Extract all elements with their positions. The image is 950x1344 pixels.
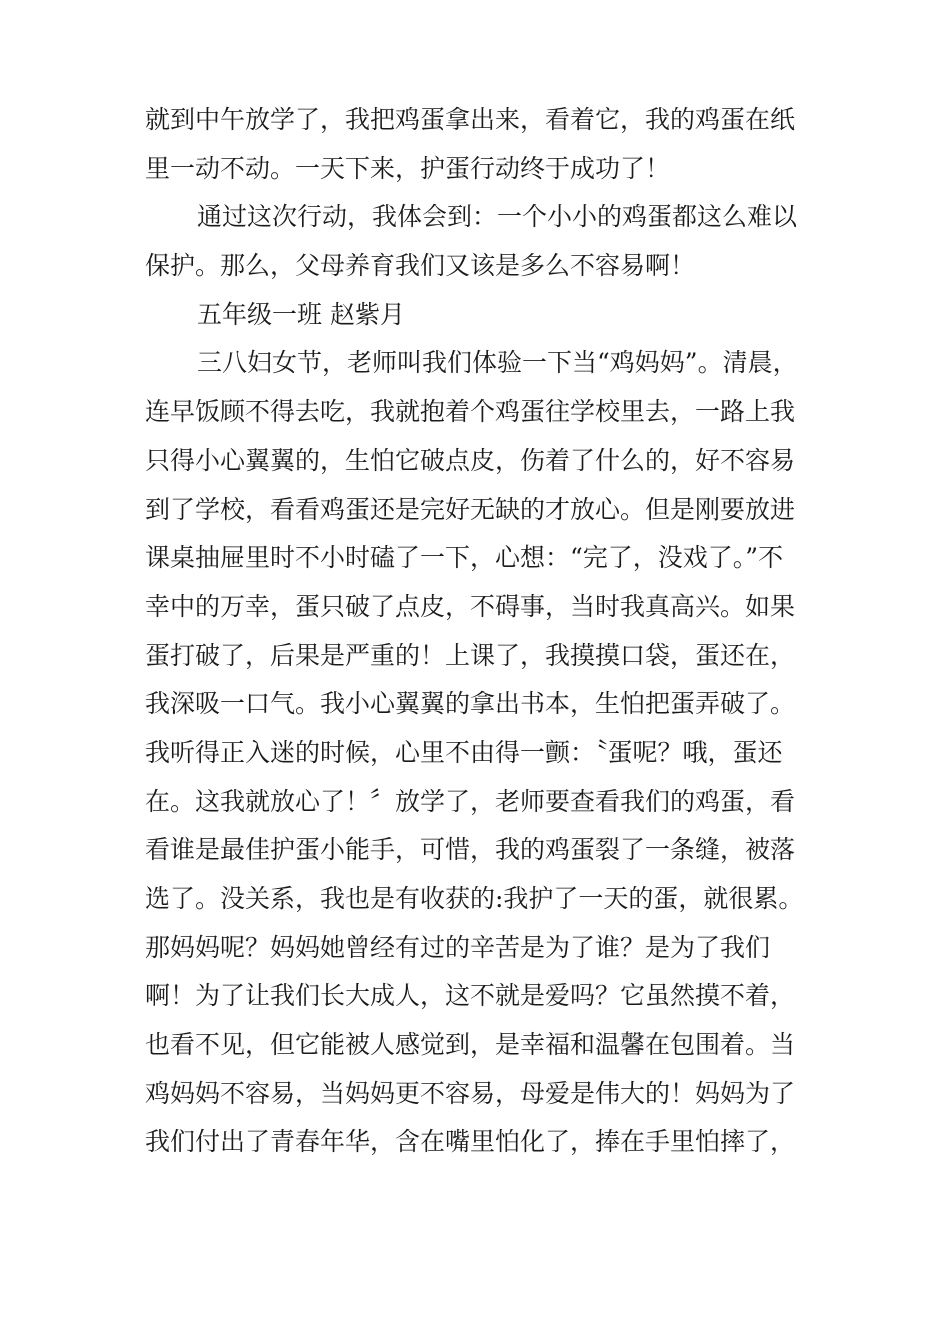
- text-line: 鸡妈妈不容易，当妈妈更不容易，母爱是伟大的！妈妈为了: [145, 1078, 796, 1108]
- text-line: 我深吸一口气。我小心翼翼的拿出书本，生怕把蛋弄破了。: [145, 689, 796, 719]
- text-line: 蛋打破了，后果是严重的！上课了，我摸摸口袋，蛋还在，: [145, 640, 796, 670]
- text-line: 通过这次行动，我体会到：一个小小的鸡蛋都这么难以: [197, 202, 798, 232]
- document-body: [145, 96, 815, 1167]
- text-line: 三八妇女节，老师叫我们体验一下当“鸡妈妈”。清晨，: [197, 348, 798, 378]
- text-line: 连早饭顾不得去吃，我就抱着个鸡蛋往学校里去，一路上我: [145, 397, 796, 427]
- text-line: 那妈妈呢？妈妈她曾经有过的辛苦是为了谁？是为了我们: [145, 932, 771, 962]
- text-line: 我们付出了青春年华，含在嘴里怕化了，捧在手里怕摔了，: [145, 1127, 796, 1157]
- text-line: 里一动不动。一天下来，护蛋行动终于成功了！: [145, 153, 671, 183]
- text-line: 选了。没关系，我也是有收获的:我护了一天的蛋，就很累。: [145, 884, 804, 913]
- text-line: 也看不见，但它能被人感觉到，是幸福和温馨在包围着。当: [145, 1030, 796, 1060]
- text-line: 只得小心翼翼的，生怕它破点皮，伤着了什么的，好不容易: [145, 445, 796, 475]
- text-line: 保护。那么，父母养育我们又该是多么不容易啊！: [145, 251, 696, 281]
- text-line: 看谁是最佳护蛋小能手，可惜，我的鸡蛋裂了一条缝，被落: [145, 835, 796, 865]
- text-line: 我听得正入迷的时候，心里不由得一颤：〝蛋呢？哦，蛋还: [145, 737, 783, 767]
- text-line: 就到中午放学了，我把鸡蛋拿出来，看着它，我的鸡蛋在纸: [145, 105, 796, 134]
- text-line: 啊！为了让我们长大成人，这不就是爱吗？它虽然摸不着，: [145, 981, 796, 1011]
- text-line: 幸中的万幸，蛋只破了点皮，不碍事，当时我真高兴。如果: [145, 591, 796, 621]
- text-line: 课桌抽屉里时不小时磕了一下，心想：“完了，没戏了。”不: [145, 543, 784, 573]
- author-line: 五年级一班 赵紫月: [197, 299, 405, 329]
- text-line: 在。这我就放心了！〞放学了，老师要查看我们的鸡蛋，看: [145, 786, 796, 816]
- text-line: 到了学校，看看鸡蛋还是完好无缺的才放心。但是刚要放进: [145, 494, 796, 524]
